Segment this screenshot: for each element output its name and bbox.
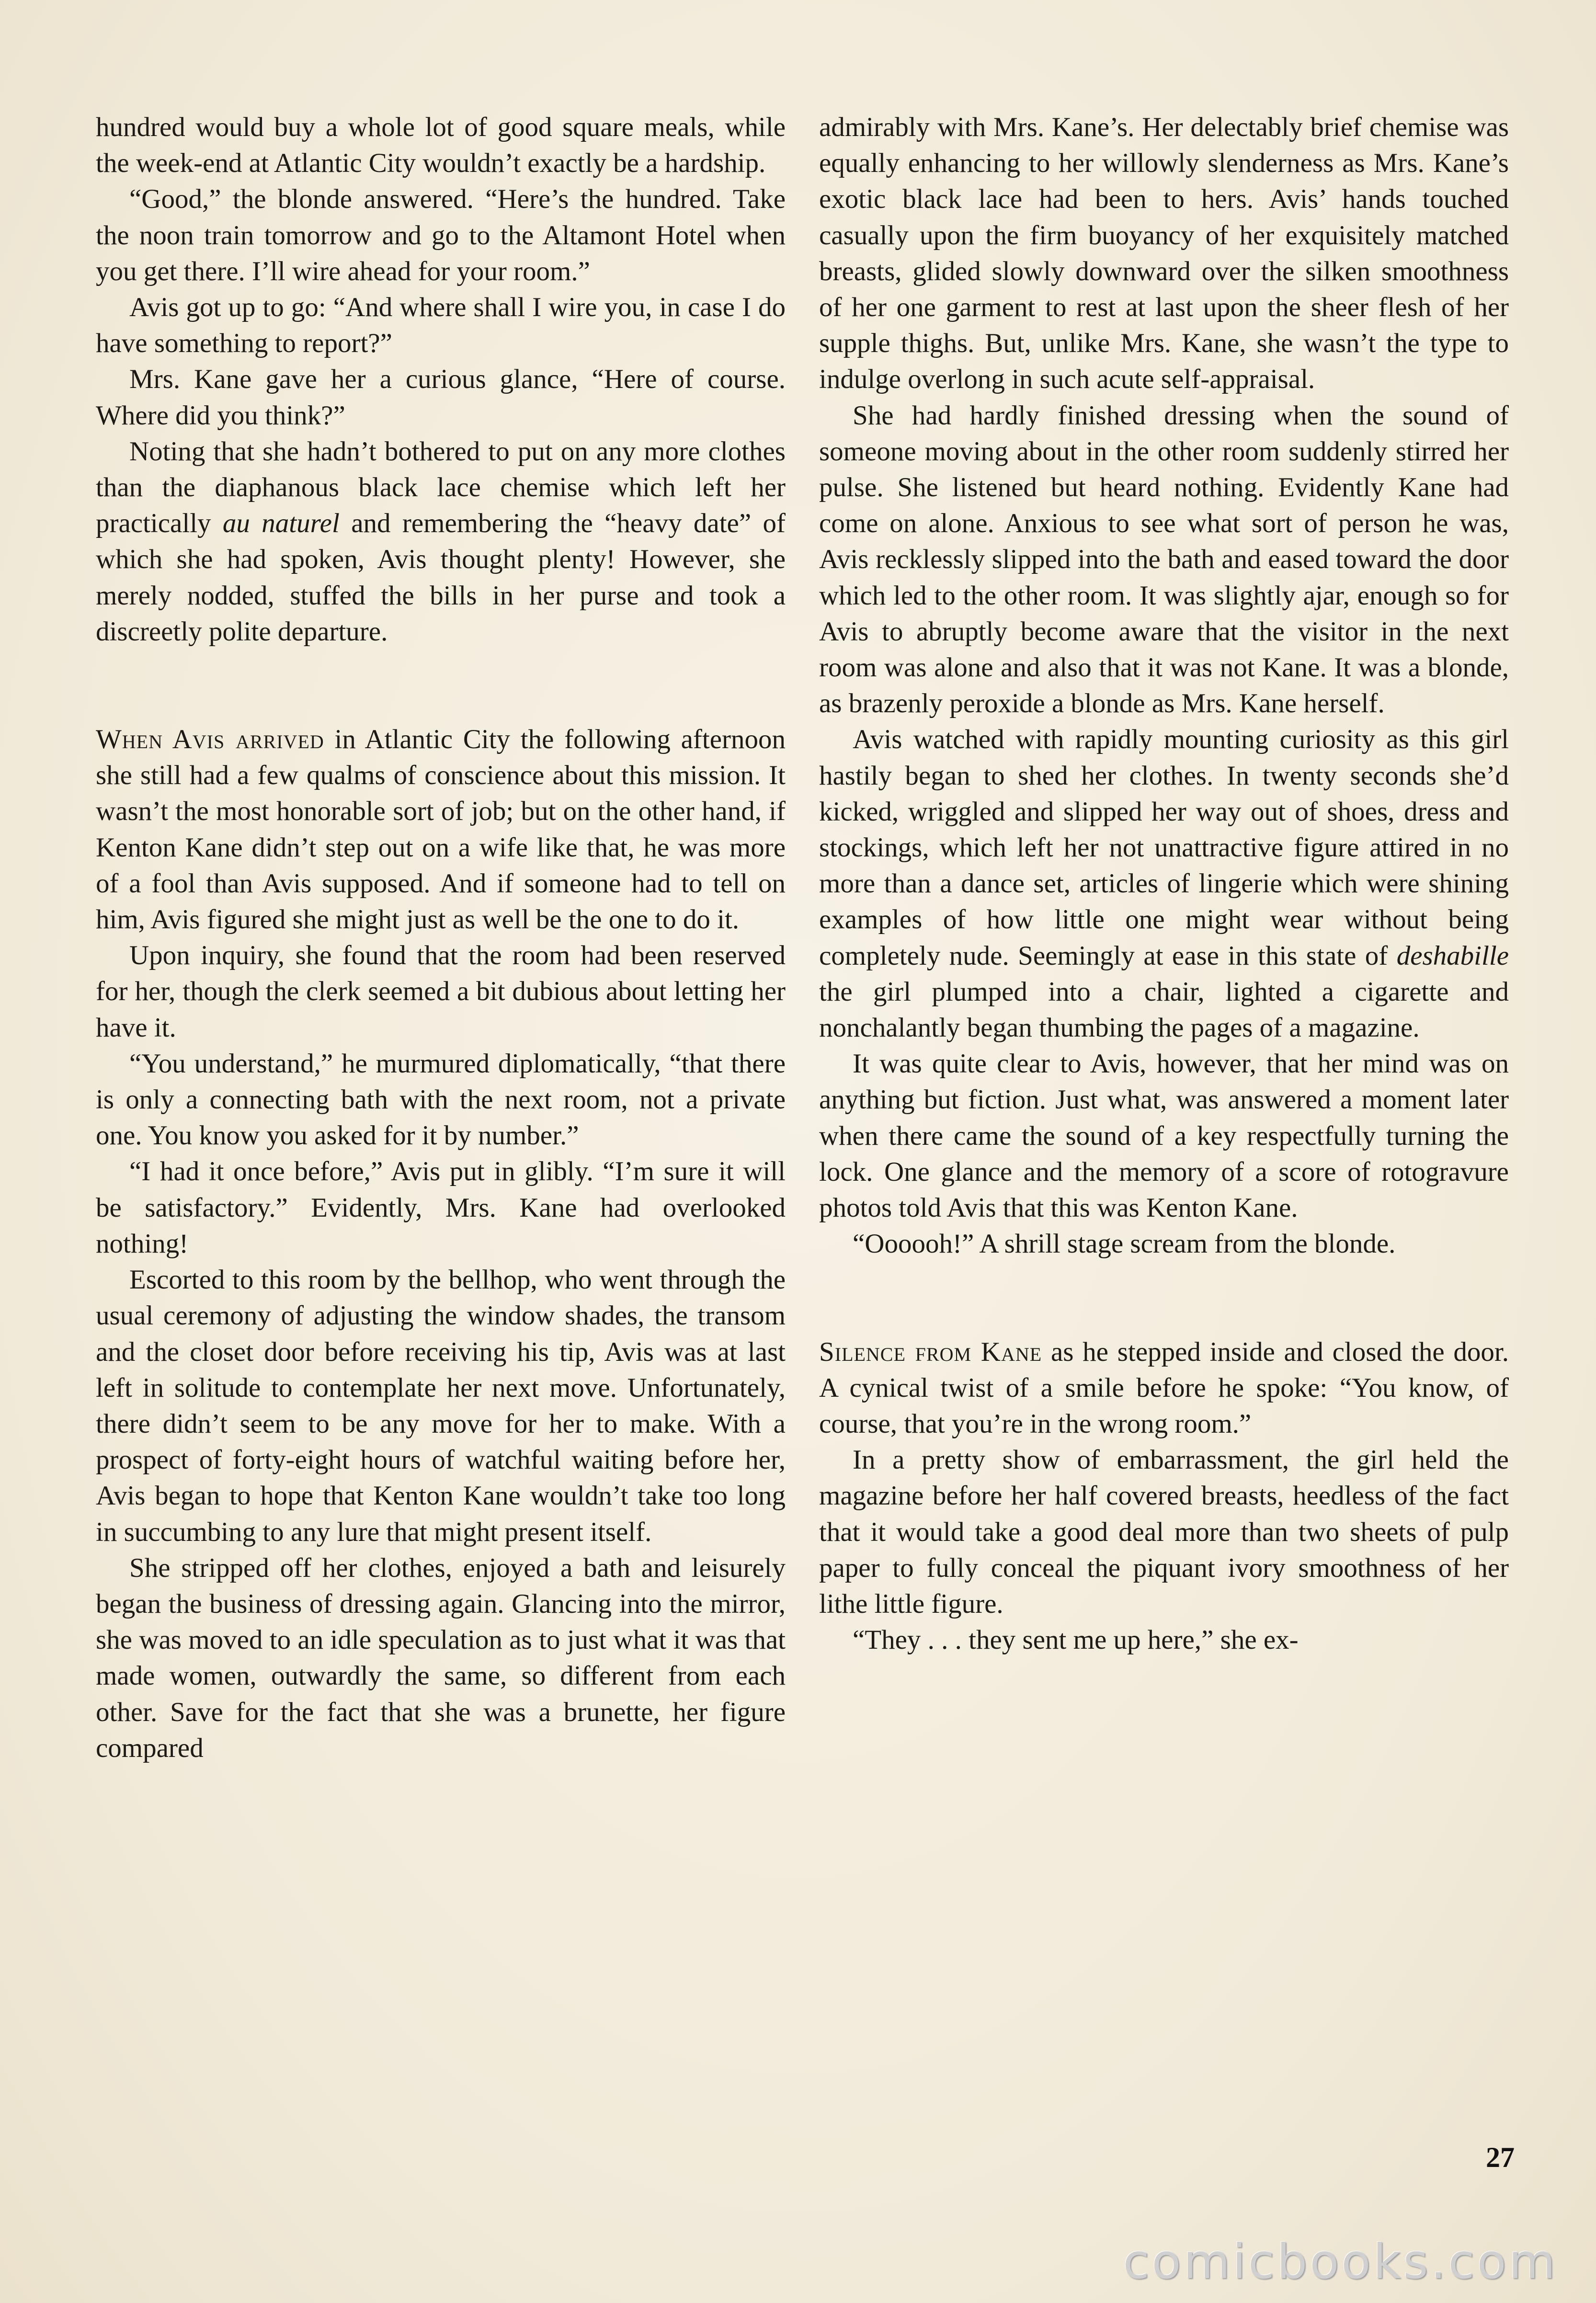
paragraph: She had hardly finished dressing when the sound of someone moving about in the other room suddenly stirred her pulse. She listened but heard nothing. Evidently Kane had come on alone. Anxious to see what sort of person he was, Avis recklessly slipped into the bath and eased toward the door which led to the other room. It was slightly ajar, enough so for Avis to abruptly become aware that the visitor in the next room was alone and also that it was not Kane. It was a blonde, as brazenly peroxide a blonde as Mrs. Kane herself. — [819, 400, 1509, 719]
paragraph: Mrs. Kane gave her a curious glance, “Here of course. Where did you think?” — [96, 364, 786, 431]
paragraph: “Oooooh!” A shrill stage scream from the blonde. — [853, 1229, 1396, 1259]
paragraph: “They . . . they sent me up here,” she ex- — [853, 1625, 1299, 1655]
paragraph: Avis got up to go: “And where shall I wire you, in case I do have something to report?” — [96, 292, 786, 359]
italic-phrase: deshabille — [1396, 940, 1509, 971]
section-lead-in: When Avis arrived — [96, 724, 324, 755]
text-run: Avis watched with rapidly mounting curiosity as this girl hastily began to shed her clothes. In twenty seconds she’d kicked, wriggled and slipped her way out of shoes, dress and stockings, which left her not unattractive figure attired in no more than a dance set, articles of lingerie which were shining examples of how little one might wear without being completely nude. Seemingly at ease in this state of — [819, 724, 1509, 971]
paragraph — [819, 721, 1509, 1046]
text-run: in Atlantic City the following afternoon she still had a few qualms of conscience about this mission. It wasn’t the most honorable sort of job; but on the other hand, if Kenton Kane didn’t step out on a wife like that, he was more of a fool than Avis supposed. And if someone had to tell on him, Avis figured she might just as well be the one to do it. — [96, 724, 786, 935]
paragraph: Upon inquiry, she found that the room had been reserved for her, though the clerk seemed a bit dubious about letting her have it. — [96, 940, 786, 1043]
right-column — [819, 109, 1509, 1658]
paragraph: admirably with Mrs. Kane’s. Her delectably brief chemise was equally enhancing to her willowly slenderness as Mrs. Kane’s exotic black lace had been to hers. Avis’ hands touched casually upon the firm buoyancy of her exquisitely matched breasts, glided slowly downward over the silken smoothness of her one garment to rest at last upon the sheer flesh of her supple thighs. But, unlike Mrs. Kane, she wasn’t the type to indulge overlong in such acute self-appraisal. — [819, 112, 1509, 395]
left-column — [96, 109, 786, 1766]
watermark-logo: comicbooks.com — [1123, 2234, 1558, 2290]
page-number: 27 — [1486, 2142, 1515, 2173]
paragraph: hundred would buy a whole lot of good square meals, while the week-end at Atlantic City wouldn’t exactly be a hardship. — [96, 112, 786, 179]
section-paragraph — [819, 1334, 1509, 1442]
italic-phrase: au naturel — [222, 508, 340, 539]
text-run: the girl plumped into a chair, lighted a cigarette and nonchalantly began thumbing the pages of a magazine. — [819, 976, 1509, 1043]
paragraph: “I had it once before,” Avis put in glibly. “I’m sure it will be satisfactory.” Evidently, Mrs. Kane had overlooked nothing! — [96, 1156, 786, 1259]
paragraph: Escorted to this room by the bellhop, who went through the usual ceremony of adjusting the window shades, the transom and the closet door before receiving his tip, Avis was at last left in solitude to contemplate her next move. Unfortunately, there didn’t seem to be any move for her to make. With a prospect of forty-eight hours of watchful waiting before her, Avis began to hope that Kenton Kane wouldn’t take too long in succumbing to any lure that might present itself. — [96, 1265, 786, 1547]
paragraph — [96, 433, 786, 650]
paragraph: “You understand,” he murmured diplomatically, “that there is only a connecting bath with the next room, not a private one. You know you asked for it by number.” — [96, 1048, 786, 1151]
text-run: Noting that she hadn’t bothered to put on any more clothes than the diaphanous black lace chemise which left her practically — [96, 436, 786, 539]
paragraph: She stripped off her clothes, enjoyed a bath and leisurely began the business of dressing again. Glancing into the mirror, she was moved to an idle speculation as to just what it was that made women, outwardly the same, so different from each other. Save for the fact that she was a brunette, her figure compared — [96, 1552, 786, 1763]
paragraph: It was quite clear to Avis, however, that her mind was on anything but fiction. Just what, was answered a moment later when there came the sound of a key respectfully turning the lock. One glance and the memory of a score of rotogravure photos told Avis that this was Kenton Kane. — [819, 1049, 1509, 1223]
paragraph: “Good,” the blonde answered. “Here’s the hundred. Take the noon train tomorrow and go to the Altamont Hotel when you get there. I’ll wire ahead for your room.” — [96, 184, 786, 286]
text-run: as he stepped inside and closed the door. A cynical twist of a smile before he spoke: “You know, of course, that you’re in the wrong room.” — [819, 1336, 1509, 1439]
section-paragraph — [96, 721, 786, 937]
section-lead-in: Silence from Kane — [819, 1336, 1042, 1367]
text-run: and remembering the “heavy date” of which she had spoken, Avis thought plenty! However, she merely nodded, stuffed the bills in her purse and took a discreetly polite departure. — [96, 508, 786, 647]
paragraph: In a pretty show of embarrassment, the girl held the magazine before her half covered breasts, heedless of the fact that it would take a good deal more than two sheets of pulp paper to fully conceal the piquant ivory smoothness of her lithe little figure. — [819, 1445, 1509, 1619]
